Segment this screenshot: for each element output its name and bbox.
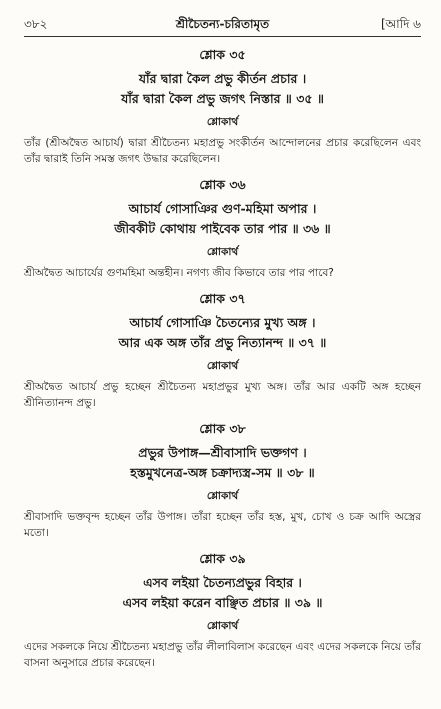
page-number: ৩৮২	[24, 17, 48, 31]
sloka-heading: শ্লোক ৩৭	[199, 291, 246, 306]
sloka-block	[24, 177, 421, 281]
running-title: শ্রীচৈতন্য-চরিতামৃত	[175, 17, 270, 31]
verse-line: এসব লইয়া চৈতন্যপ্রভুর বিহার ।	[143, 575, 302, 590]
translation-label: শ্লোকার্থ	[206, 116, 239, 128]
verse-line: আচার্য গোসাঞির গুণ-মহিমা অপার ।	[128, 201, 317, 216]
verse-line: প্রভুর উপাঙ্গ—শ্রীবাসাদি ভক্তগণ ।	[138, 445, 307, 460]
translation-label: শ্লোকার্থ	[206, 620, 239, 632]
translation-text: তাঁর (শ্রীঅদ্বৈত আচার্য) দ্বারা শ্রীচৈতন্য মহাপ্রভু সংকীর্তন আন্দোলনের প্রচার করেছিলেন এবং তাঁর দ্বারাই তিনি সমস্ত জগৎ উদ্ধার করেছিলেন।	[24, 137, 421, 165]
verse-line: জীবকীট কোথায় পাইবেক তার পার ॥ ৩৬ ॥	[114, 221, 331, 236]
translation-label: শ্লোকার্থ	[206, 490, 239, 502]
sloka-heading: শ্লোক ৩৬	[199, 177, 246, 192]
verse-line: আচার্য গোসাঞি চৈতন্যের মুখ্য অঙ্গ ।	[129, 315, 316, 330]
header-rule	[24, 36, 421, 37]
sloka-block	[24, 551, 421, 671]
sloka-block	[24, 47, 421, 167]
verse-line: হস্তমুখনেত্র-অঙ্গ চক্রাদ্যস্ত্র-সম ॥ ৩৮ ॥	[130, 465, 315, 480]
sloka-block	[24, 421, 421, 541]
verse-line: আর এক অঙ্গ তাঁর প্রভু নিত্যানন্দ ॥ ৩৭ ॥	[118, 335, 327, 350]
sloka-heading: শ্লোক ৩৮	[199, 421, 246, 436]
translation-label: শ্লোকার্থ	[206, 246, 239, 258]
translation-text: শ্রীবাসাদি ভক্তবৃন্দ হচ্ছেন তাঁর উপাঙ্গ। তাঁরা হচ্ছেন তাঁর হস্ত, মুখ, চোখ ও চক্র আদি অস্ত্রের মতো।	[24, 511, 421, 539]
translation-text: এদের সকলকে নিয়ে শ্রীচৈতন্য মহাপ্রভু তাঁর লীলাবিলাস করেছেন এবং এদের সকলকে নিয়ে তাঁর বাসনা অনুসারে প্রচার করেছেন।	[24, 641, 421, 669]
translation-text: শ্রীঅদ্বৈত আচার্যের গুণমহিমা অন্তহীন। নগণ্য জীব কিভাবে তার পার পাবে?	[24, 267, 334, 279]
translation-text: শ্রীঅদ্বৈত আচার্য প্রভু হচ্ছেন শ্রীচৈতন্য মহাপ্রভুর মুখ্য অঙ্গ। তাঁর আর একটি অঙ্গ হচ্ছেন শ্রীনিত্যানন্দ প্রভু।	[24, 381, 421, 409]
chapter-label: [আদি ৬	[380, 17, 421, 31]
verse-line: যাঁর দ্বারা কৈল প্রভু কীর্তন প্রচার ।	[138, 71, 307, 86]
page-header	[24, 14, 421, 34]
sloka-heading: শ্লোক ৩৯	[199, 551, 246, 566]
translation-label: শ্লোকার্থ	[206, 360, 239, 372]
verse-line: যাঁর দ্বারা কৈল প্রভু জগৎ নিস্তার ॥ ৩৫ ॥	[121, 91, 324, 106]
sloka-block	[24, 291, 421, 411]
sloka-heading: শ্লোক ৩৫	[199, 47, 246, 62]
verse-line: এসব লইয়া করেন বাঞ্ছিত প্রচার ॥ ৩৯ ॥	[122, 595, 323, 610]
